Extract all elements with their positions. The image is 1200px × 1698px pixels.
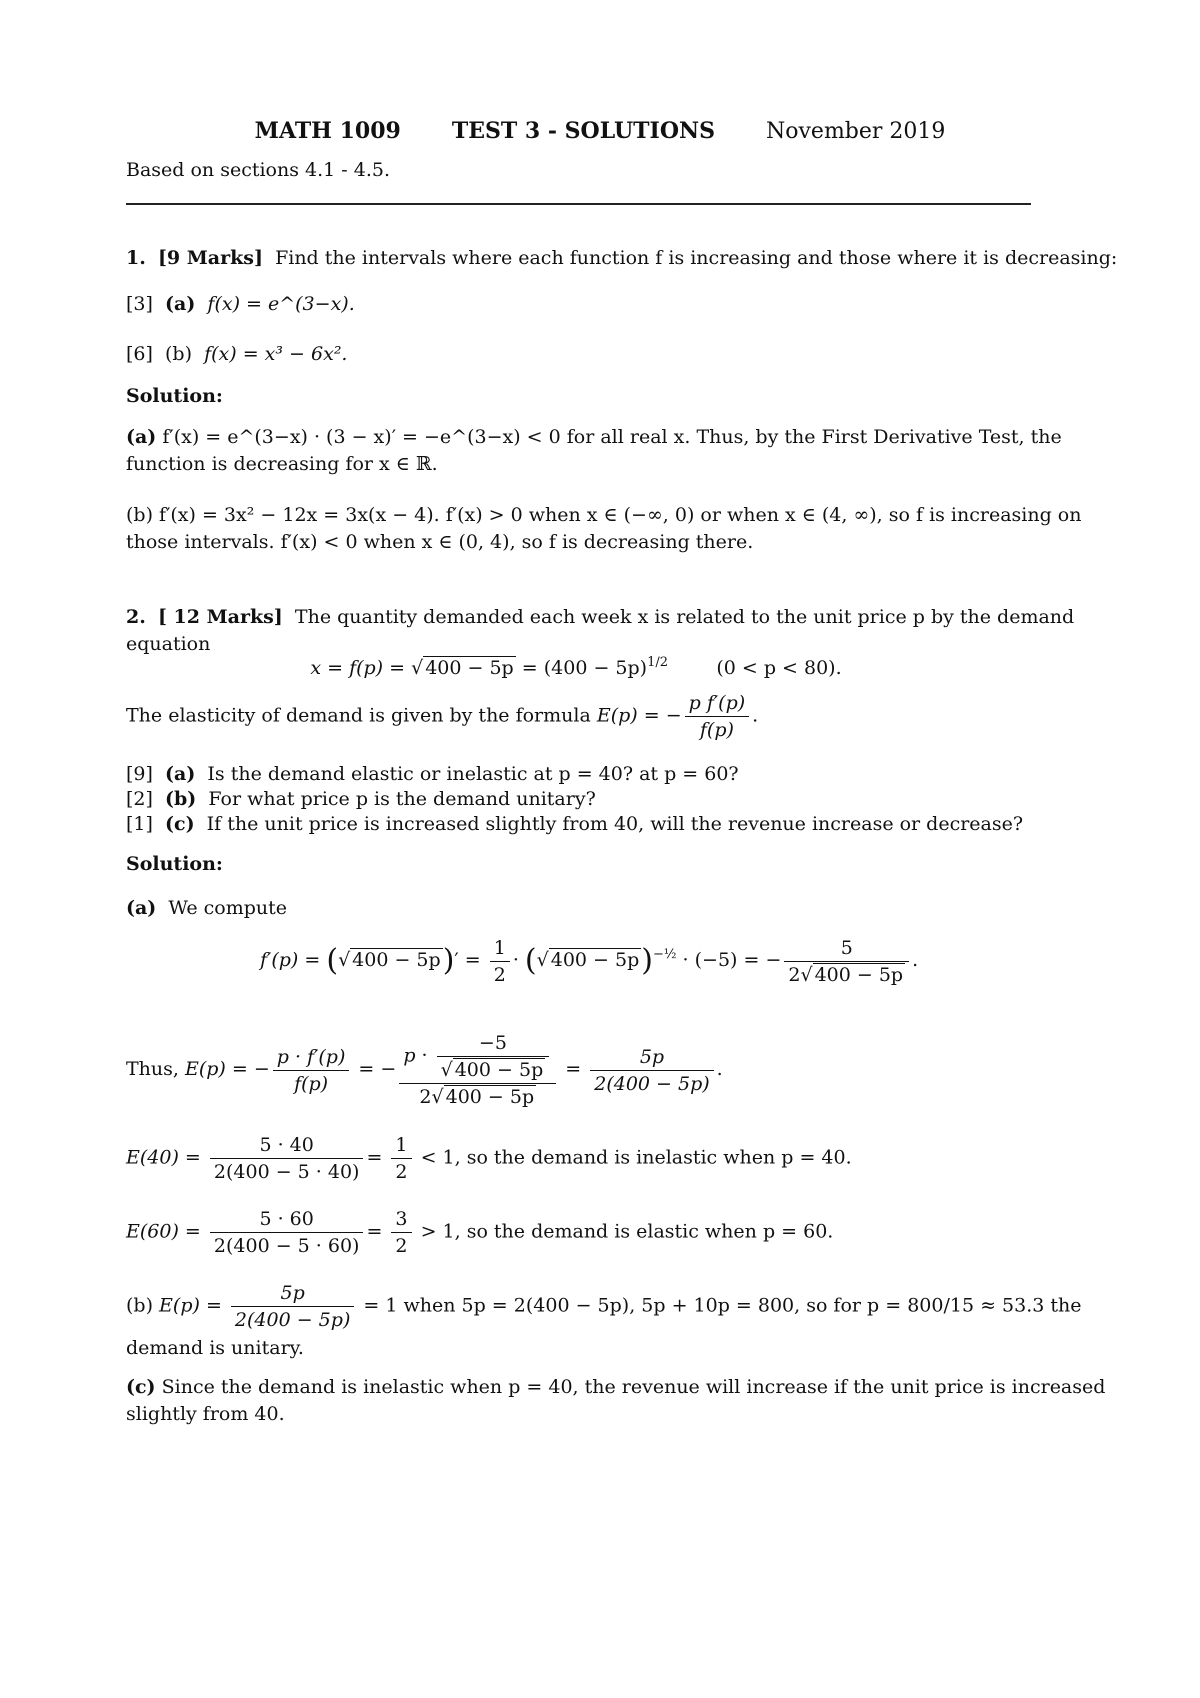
course-code: MATH 1009 [254, 118, 401, 144]
e60-text: > 1, so the demand is elastic when p = 60. [420, 1220, 834, 1243]
demand-eq-radicand: 400 − 5p [425, 657, 514, 679]
e40-text: < 1, so the demand is inelastic when p = 40. [420, 1146, 852, 1169]
half-num: 1 [493, 936, 506, 959]
elasticity-derivation: Thus, E(p) = − $\frac{p \cdot f'(p)}{f(p)}$ = − p · $\frac{-5}{√ 400 - 5p}$ 2√ 400 − 5p = $\frac{5p}{2(400 - 5p)}$ . [126, 1032, 723, 1108]
q2-a-mark: [9] [126, 763, 153, 785]
q2-sol-c-text: Since the demand is inelastic when p = 40, the revenue will increase if the unit price is increased slightly from 40. [126, 1376, 1106, 1425]
q2-sol-a-intro: We compute [168, 897, 288, 919]
demand-eq-power-form: = (400 − 5p) [521, 657, 648, 679]
demand-eq-domain: (0 < p < 80). [716, 657, 842, 679]
e40-den: 2(400 − 5 · 40) [210, 1158, 364, 1185]
horizontal-rule [126, 203, 1031, 205]
thus-label: Thus, [126, 1058, 179, 1080]
elasticity-denominator: f(p) [685, 716, 750, 743]
q2-number: 2. [126, 606, 146, 628]
e40-fraction [210, 1132, 364, 1185]
derivative-radicand-2: 400 − 5p [550, 949, 640, 971]
derivative-lhs: f′(p) = [260, 949, 321, 971]
q1-sol-a-label: (a) [126, 426, 157, 448]
q2-solution-c [126, 1374, 1106, 1428]
q1-header [126, 246, 1118, 270]
q2-b-label: (b) [165, 788, 197, 810]
e60-res-den: 2 [391, 1232, 411, 1259]
q2-sol-b-lhs: E(p) = [159, 1294, 222, 1317]
thus-fraction-2: p · $\frac{-5}{√ 400 - 5p}$ 2√ 400 − 5p [399, 1030, 556, 1110]
q1-b-label: (b) [165, 343, 193, 365]
q2-solution-label: Solution: [126, 853, 223, 875]
derivative-half [490, 935, 510, 988]
q1-prompt: Find the intervals where each function f is increasing and those where it is decreasing: [275, 247, 1118, 269]
q2-a-label: (a) [165, 763, 196, 785]
e40-res-den: 2 [391, 1158, 411, 1185]
q2-sol-a-label: (a) [126, 897, 157, 919]
thus-den-1: f(p) [273, 1070, 350, 1097]
e40-num: 5 · 40 [259, 1134, 314, 1156]
e40-res-num: 1 [395, 1134, 408, 1156]
elasticity-lhs: E(p) = − [596, 704, 682, 727]
q2-part-b [126, 787, 1106, 811]
q2-solution-a-intro [126, 896, 1106, 920]
q2-marks: [ 12 Marks] [157, 606, 283, 628]
e60-res-num: 3 [395, 1208, 408, 1230]
thus-den-2-radicand: 400 − 5p [445, 1086, 535, 1108]
q2-solution-b [126, 1280, 1106, 1363]
q1-sol-b-text: f′(x) = 3x² − 12x = 3x(x − 4). f′(x) > 0 when x ∈ (−∞, 0) or when x ∈ (4, ∞), so f is increasing on those intervals. f′(x) < 0 when x ∈ (0, 4), so f is decreasing there. [126, 504, 1082, 553]
e60-fraction [210, 1206, 364, 1259]
q2-a-text: Is the demand elastic or inelastic at p = 40? at p = 60? [207, 763, 739, 785]
q2-sol-b-num: 5p [280, 1282, 305, 1304]
q1-solution-label: Solution: [126, 385, 223, 407]
e40-calculation: E(40) = $\frac{5 \cdot 40}{2(400 - 5 \cdot 40)}$ = $\frac{1}{2}$ < 1, so the demand is inelastic when p = 40. [126, 1134, 852, 1183]
e40-lhs: E(40) = [126, 1146, 201, 1169]
thus-den-3: 2(400 − 5p) [590, 1070, 713, 1097]
q2-c-mark: [1] [126, 813, 153, 835]
e60-lhs: E(60) = [126, 1220, 201, 1243]
thus-inner-radicand: 400 − 5p [454, 1059, 544, 1081]
thus-num-1: p · f′(p) [276, 1045, 346, 1068]
thus-lhs: E(p) = − [184, 1058, 270, 1080]
q2-elasticity-formula: The elasticity of demand is given by the formula E(p) = − $\frac{\text{p f′(p)}}{f(p)}$ . [126, 692, 759, 741]
q2-sol-b-fraction [231, 1280, 354, 1333]
e60-calculation: E(60) = $\frac{5 \cdot 60}{2(400 - 5 \cdot 60)}$ = $\frac{3}{2}$ > 1, so the demand is elastic when p = 60. [126, 1208, 834, 1257]
q2-header [126, 604, 1106, 658]
e60-result [391, 1206, 411, 1259]
q2-prompt: The quantity demanded each week x is related to the unit price p by the demand equation [126, 606, 1075, 655]
demand-eq-lhs: x = f(p) = [310, 657, 412, 679]
q2-c-text: If the unit price is increased slightly from 40, will the revenue increase or decrease? [206, 813, 1024, 835]
e40-result [391, 1132, 411, 1185]
thus-fraction-1 [273, 1044, 350, 1097]
e60-num: 5 · 60 [259, 1208, 314, 1230]
q1-a-label: (a) [165, 293, 196, 315]
q1-a-mark: [3] [126, 293, 153, 315]
q1-marks: [9 Marks] [157, 247, 263, 269]
thus-fraction-3 [590, 1044, 713, 1097]
q1-b-expression: f(x) = x³ − 6x². [204, 343, 348, 365]
q1-part-b [126, 342, 1106, 366]
thus-den-2-coef: 2 [419, 1086, 432, 1108]
test-date: November 2019 [766, 119, 946, 144]
q1-part-a [126, 292, 1106, 316]
derivative-result-radicand: 400 − 5p [814, 963, 904, 986]
q2-sol-b-text: = 1 when 5p = 2(400 − 5p), 5p + 10p = 800, so for p = 800/15 ≈ 53.3 the demand is unitary. [126, 1294, 1082, 1359]
thus-num-3: 5p [639, 1045, 665, 1068]
derivative-exponent: −½ [652, 947, 677, 962]
q1-sol-b-label: (b) [126, 504, 153, 526]
q2-b-text: For what price p is the demand unitary? [208, 788, 596, 810]
q1-solution-a [126, 424, 1106, 478]
q1-sol-a-text: f′(x) = e^(3−x) · (3 − x)′ = −e^(3−x) < 0 for all real x. Thus, by the First Derivative Test, the function is decreasing for x ∈ ℝ. [126, 426, 1062, 475]
q2-c-label: (c) [165, 813, 195, 835]
based-on-sections: Based on sections 4.1 - 4.5. [126, 159, 390, 181]
thus-inner-num: −5 [478, 1032, 507, 1054]
derivative-result: $\frac{5}{2√ 400 - 5p}$ [784, 935, 909, 988]
elasticity-text: The elasticity of demand is given by the formula [126, 704, 591, 727]
demand-eq-exponent: 1/2 [647, 655, 668, 670]
q1-solution-b [126, 502, 1106, 556]
derivative-radicand: 400 − 5p [352, 949, 441, 971]
derivative-equation: f′(p) = (√ 400 − 5p)′ = $\frac{1}{2}$ · (√ 400 − 5p)$^{-\frac{1}{2}}$ · (−5) = − $\frac{5}{2√ 400 - 5p}$ . [260, 936, 919, 986]
derivative-middle: · (−5) = − [682, 949, 782, 971]
q2-sol-c-label: (c) [126, 1376, 156, 1398]
elasticity-fraction [685, 690, 750, 743]
derivative-result-coef: 2 [788, 963, 801, 986]
q2-sol-b-label: (b) [126, 1294, 153, 1317]
thus-inner-fraction: $\frac{-5}{√ 400 - 5p}$ [437, 1030, 550, 1083]
e60-den: 2(400 − 5 · 60) [210, 1232, 364, 1259]
q2-part-c [126, 812, 1106, 836]
test-title: TEST 3 - SOLUTIONS [451, 118, 715, 144]
q2-sol-b-den: 2(400 − 5p) [231, 1306, 354, 1333]
q1-b-mark: [6] [126, 343, 153, 365]
q2-part-a [126, 762, 1106, 786]
q1-number: 1. [126, 247, 146, 269]
q1-a-expression: f(x) = e^(3−x). [207, 293, 355, 315]
page-title [0, 118, 1200, 144]
q2-b-mark: [2] [126, 788, 153, 810]
q2-demand-equation: x = f(p) = √ $400 - 5p = (400 - 5p)^{1/2}$ (0 < p < 80). [310, 655, 842, 679]
elasticity-numerator: p f′(p) [688, 692, 746, 714]
half-den: 2 [490, 961, 510, 988]
derivative-result-num: 5 [840, 936, 853, 959]
